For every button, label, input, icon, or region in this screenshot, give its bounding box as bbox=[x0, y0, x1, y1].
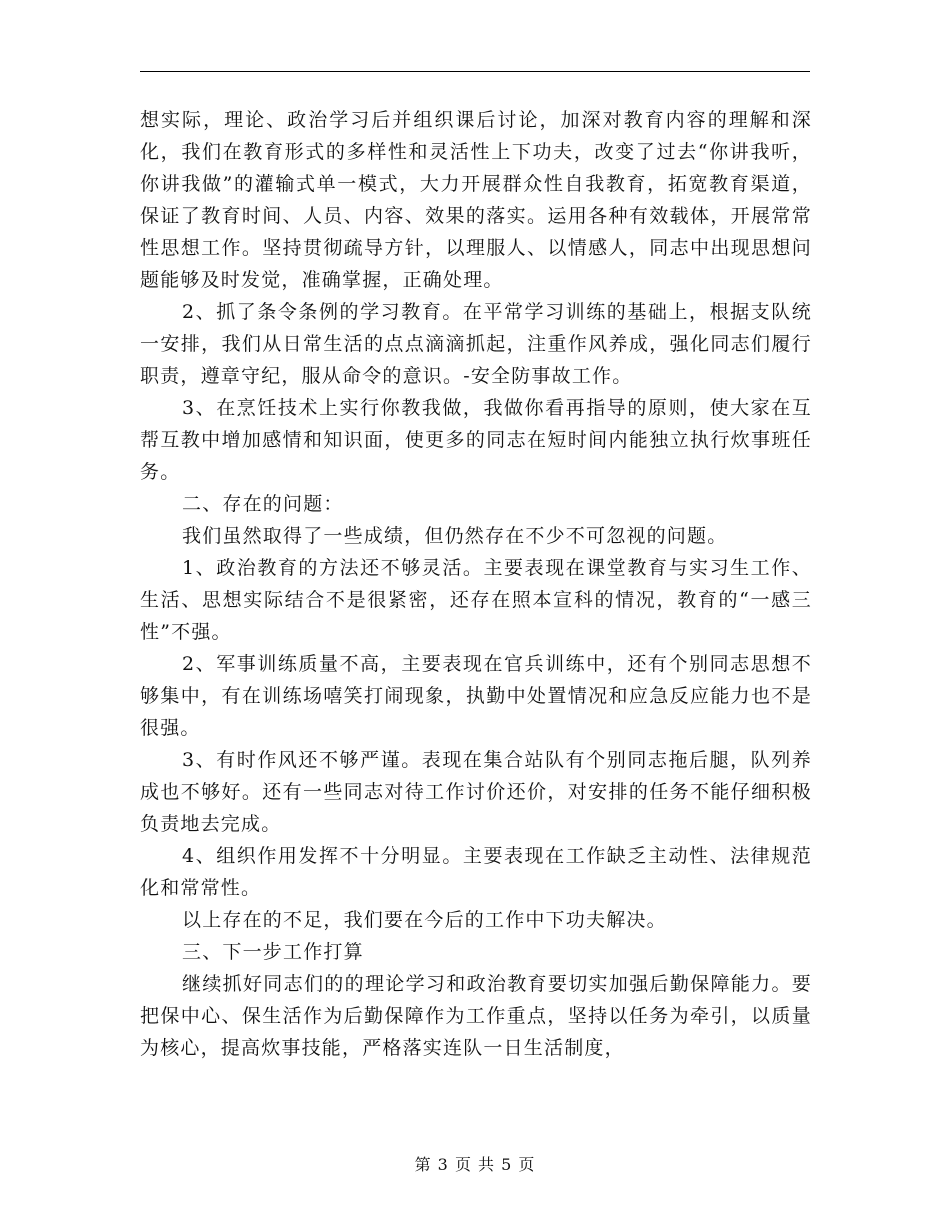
paragraph-problems-intro: 我们虽然取得了一些成绩，但仍然存在不少不可忽视的问题。 bbox=[182, 525, 728, 547]
paragraph-next-steps: 继续抓好同志们的的理论学习和政治教育要切实加强后勤保障能力。要把保中心、保生活作为后勤保障作为工作重点，坚持以任务为牵引，以质量为核心，提高炊事技能，严格落实连队一日生活制度， bbox=[140, 973, 812, 1059]
paragraph-problem-1: 1、政治教育的方法还不够灵活。主要表现在课堂教育与实习生工作、生活、思想实际结合不是很紧密，还存在照本宣科的情况，教育的“一感三性”不强。 bbox=[140, 557, 812, 643]
paragraph-problem-3: 3、有时作风还不够严谨。表现在集合站队有个别同志拖后腿，队列养成也不够好。还有一些同志对待工作讨价还价，对安排的任务不能仔细积极负责地去完成。 bbox=[140, 749, 812, 835]
paragraph-item-2-regulations: 2、抓了条令条例的学习教育。在平常学习训练的基础上，根据支队统一安排，我们从日常生活的点点滴滴抓起，注重作风养成，强化同志们履行职责，遵章守纪，服从命令的意识。-安全防事故工作。 bbox=[140, 301, 812, 387]
section-heading-problems: 二、存在的问题： bbox=[182, 493, 344, 515]
header-rule bbox=[140, 71, 810, 72]
section-heading-next-steps: 三、下一步工作打算 bbox=[182, 941, 364, 963]
paragraph-item-3-cooking: 3、在烹饪技术上实行你教我做，我做你看再指导的原则，使大家在互帮互教中增加感情和知识面，使更多的同志在短时间内能独立执行炊事班任务。 bbox=[140, 397, 812, 483]
paragraph-problems-summary: 以上存在的不足，我们要在今后的工作中下功夫解决。 bbox=[182, 909, 667, 931]
paragraph-continuation: 想实际，理论、政治学习后并组织课后讨论，加深对教育内容的理解和深化，我们在教育形式的多样性和灵活性上下功夫，改变了过去“你讲我听，你讲我做”的灌输式单一模式，大力开展群众性自我教育，拓宽教育渠道，保证了教育时间、人员、内容、效果的落实。运用各种有效载体，开展常常性思想工作。坚持贯彻疏导方针，以理服人、以情感人，同志中出现思想问题能够及时发觉，准确掌握，正确处理。 bbox=[140, 109, 812, 291]
page-number-footer: 第 3 页 共 5 页 bbox=[414, 1155, 536, 1174]
document-body bbox=[140, 104, 812, 1064]
paragraph-problem-4: 4、组织作用发挥不十分明显。主要表现在工作缺乏主动性、法律规范化和常常性。 bbox=[140, 845, 812, 899]
paragraph-problem-2: 2、军事训练质量不高，主要表现在官兵训练中，还有个别同志思想不够集中，有在训练场嘻笑打闹现象，执勤中处置情况和应急反应能力也不是很强。 bbox=[140, 653, 812, 739]
